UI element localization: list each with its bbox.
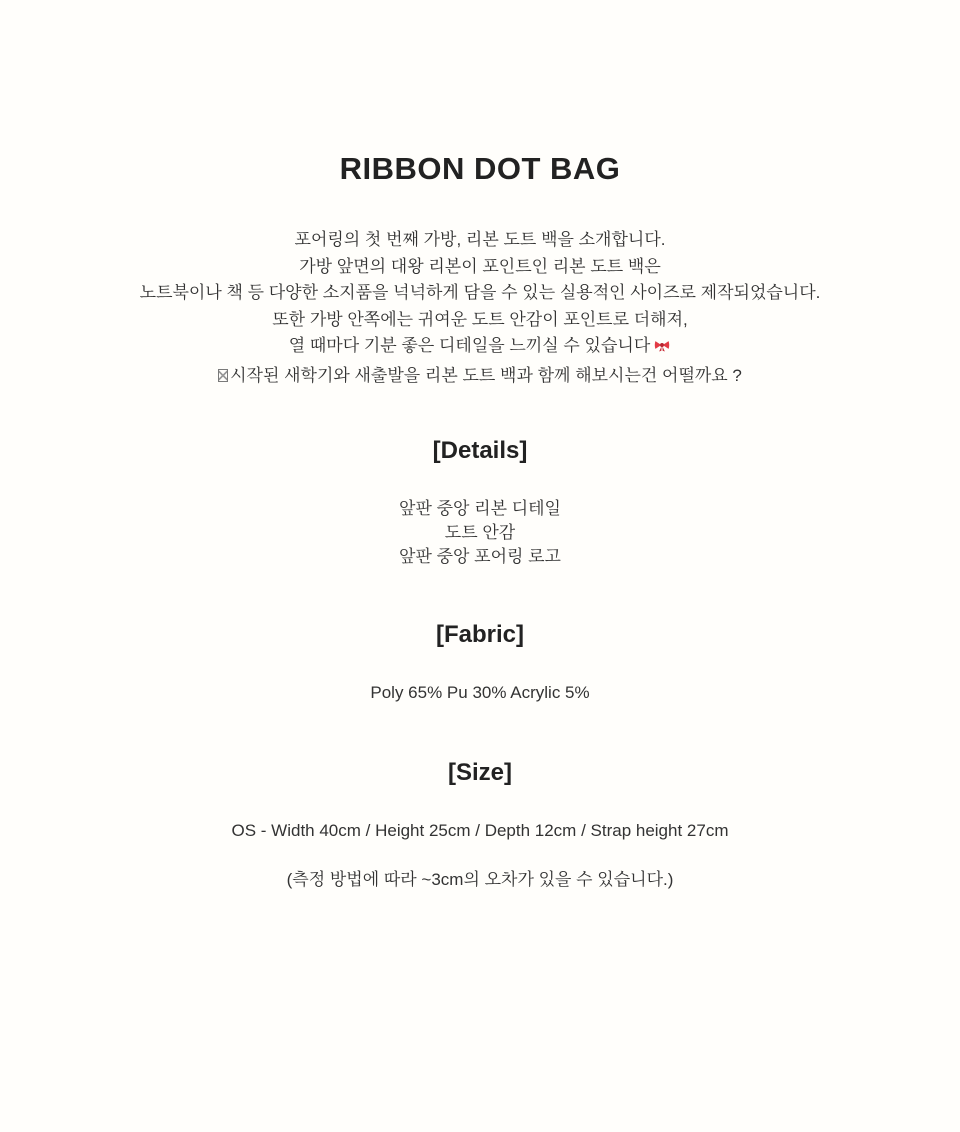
intro-paragraph [0, 227, 960, 389]
size-measurements: OS - Width 40cm / Height 25cm / Depth 12cm / Strap height 27cm [231, 821, 729, 840]
details-line: 도트 안감 [444, 523, 516, 542]
intro-line: 노트북이나 책 등 다양한 소지품을 넉넉하게 담을 수 있는 실용적인 사이즈로 제작되었습니다. [139, 283, 821, 302]
fabric-composition: Poly 65% Pu 30% Acrylic 5% [370, 683, 590, 702]
intro-line: 또한 가방 안쪽에는 귀여운 도트 안감이 포인트로 더해져, [272, 309, 688, 329]
size-section-heading: [Size] [447, 759, 512, 786]
page-title: RIBBON DOT BAG [339, 151, 621, 186]
details-line: 앞판 중앙 포어링 로고 [399, 547, 561, 566]
intro-line-text: 열 때마다 기분 좋은 디테일을 느끼실 수 있습니다 [288, 336, 651, 355]
intro-line: 가방 앞면의 대왕 리본이 포인트인 리본 도트 백은 [299, 256, 661, 276]
details-section-heading: [Details] [432, 437, 528, 464]
intro-line: 포어링의 첫 번째 가방, 리본 도트 백을 소개합니다. [294, 230, 666, 249]
size-tolerance-note: (측정 방법에 따라 ~3cm의 오차가 있을 수 있습니다.) [286, 870, 674, 889]
details-section-body [0, 497, 960, 569]
fabric-section-heading: [Fabric] [435, 621, 524, 648]
missing-glyph-icon [218, 369, 228, 382]
details-line: 앞판 중앙 리본 디테일 [399, 499, 561, 518]
ribbon-bow-icon [653, 336, 671, 363]
intro-line [0, 363, 960, 390]
intro-line-text: 시작된 새학기와 새출발을 리본 도트 백과 함께 해보시는건 어떨까요 ? [230, 365, 742, 385]
intro-line [0, 333, 960, 363]
